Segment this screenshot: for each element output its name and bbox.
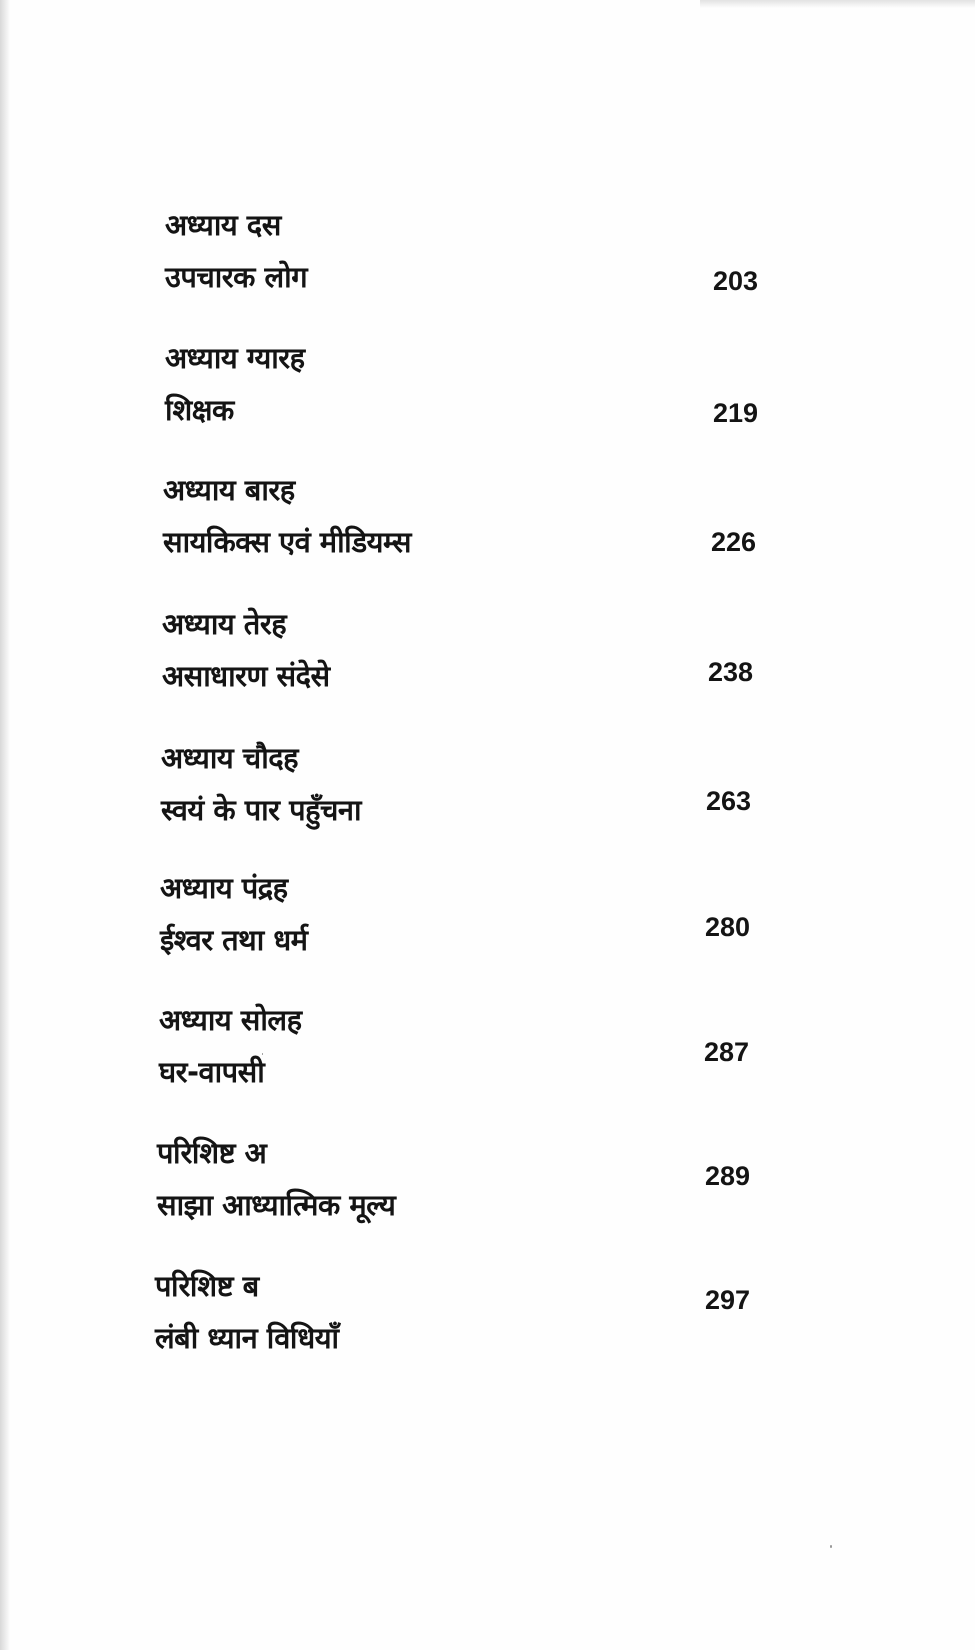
toc-entry [165,338,785,448]
chapter-title: स्वयं के पार पहुँचना [161,793,362,827]
chapter-label: अध्याय सोलह [159,1003,302,1037]
chapter-title: असाधारण संदेसे [162,659,330,693]
chapter-label: अध्याय बारह [163,473,295,507]
page-number: 203 [713,266,759,296]
paper-speck [830,1545,832,1548]
page-top-shadow [700,0,975,8]
page-number: 289 [705,1161,751,1191]
page-number: 219 [713,398,759,428]
page-number: 226 [711,527,757,557]
chapter-title: शिक्षक [165,393,234,427]
page-number: 287 [704,1037,750,1067]
toc-entry [159,1000,779,1110]
toc-entry [162,604,782,714]
paper-speck [262,1053,263,1055]
chapter-label: अध्याय दस [165,208,281,242]
page-number: 297 [705,1285,751,1315]
toc-entry [157,1133,777,1243]
toc-entry [165,205,785,315]
toc-entry [155,1266,775,1376]
page-edge-shadow [0,0,10,1650]
page-number: 280 [705,912,751,942]
page-number: 238 [708,657,754,687]
chapter-label: अध्याय ग्यारह [165,341,305,375]
chapter-label: परिशिष्ट अ [157,1136,267,1170]
chapter-title: लंबी ध्यान विधियाँ [155,1321,339,1355]
toc-entry [160,868,780,978]
toc-entry [163,470,783,580]
chapter-label: अध्याय पंद्रह [160,871,288,905]
chapter-title: उपचारक लोग [165,260,308,294]
chapter-title: ईश्वर तथा धर्म [160,923,308,957]
chapter-title: सायकिक्स एवं मीडियम्स [163,525,412,559]
chapter-label: परिशिष्ट ब [155,1269,259,1303]
toc-entry [161,738,781,848]
chapter-label: अध्याय तेरह [162,607,287,641]
chapter-label: अध्याय चौदह [161,741,299,775]
page-number: 263 [706,786,752,816]
chapter-title: घर-वापसी [159,1055,265,1089]
chapter-title: साझा आध्यात्मिक मूल्य [157,1188,396,1222]
